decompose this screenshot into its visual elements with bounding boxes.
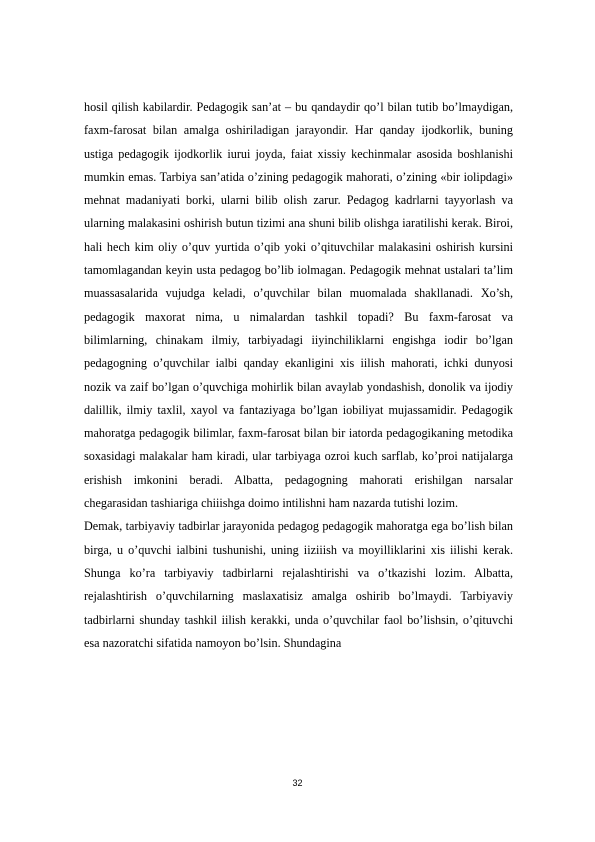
page-number: 32	[292, 778, 303, 788]
body-paragraph: hosil qilish kabilardir. Pedagogik san’at – bu qandaydir qo’l bilan tutib bo’lmaydigan, faxm-farosat bilan amalga oshiriladigan jarayondir. Har qanday ijodkorlik, buning ustiga pedagogik ijodkorlik iurui joyda, faiat xissiy kechinmalar asosida boshlanishi mumkin emas. Tarbiya san’atida o’zining pedagogik mahorati, o’zining «bir iolipdagi» mehnat madaniyati borki, ularni bilib olish zarur. Pedagog kadrlarni tayyorlash va ularning malakasini oshirish butun tizimi ana shuni bilib olishga iaratilishi kerak. Biroi, hali hech kim oliy o’quv yurtida o’qib yoki o’qituvchilar malakasini oshirish kursini tamomlagandan keyin usta pedagog bo’lib iolmagan. Pedagogik mehnat ustalari ta’lim muassasalarida vujudga keladi, o’quvchilar bilan muomalada shakllanadi. Xo’sh, pedagogik maxorat nima, u nimalardan tashkil topadi? Bu faxm-farosat va bilimlarning, chinakam ilmiy, tarbiyadagi iiyinchiliklarni engishga iodir bo’lgan pedagogning o’quvchilar ialbi qanday ekanligini xis iilish mahorati, ichki dunyosi nozik va zaif bo’lgan o’quvchiga mohirlik bilan avaylab yondashish, donolik va ijodiy dalillik, ilmiy taxlil, xayol va fantaziyaga bo’lgan iobiliyat mujassamidir. Pedagogik mahoratga pedagogik bilimlar, faxm-farosat bilan bir iatorda pedagogikaning metodika soxasidagi malakalar ham kiradi, ular tarbiyaga ozroi kuch sarflab, ko’proi natijalarga erishish imkonini beradi. Albatta, pedagogning mahorati erishilgan narsalar chegarasidan tashiariga chiiishga doimo intilishni ham nazarda tutishi lozim.	[84, 100, 513, 511]
body-paragraph: Demak, tarbiyaviy tadbirlar jarayonida pedagog pedagogik mahoratga ega bo’lish bilan birga, u o’quvchi ialbini tushunishi, uning iiziiish va moyilliklarini xis iilishi kerak. Shunga ko’ra tarbiyaviy tadbirlarni rejalashtirishi va o’tkazishi lozim. Albatta, rejalashtirish o’quvchilarning maslaxatisiz amalga oshirib bo’lmaydi. Tarbiyaviy tadbirlarni shunday tashkil iilish kerakki, unda o’quvchilar faol bo’lishsin, o’qituvchi esa nazoratchi sifatida namoyon bo’lsin. Shundagina	[84, 519, 513, 650]
document-body	[84, 96, 513, 655]
